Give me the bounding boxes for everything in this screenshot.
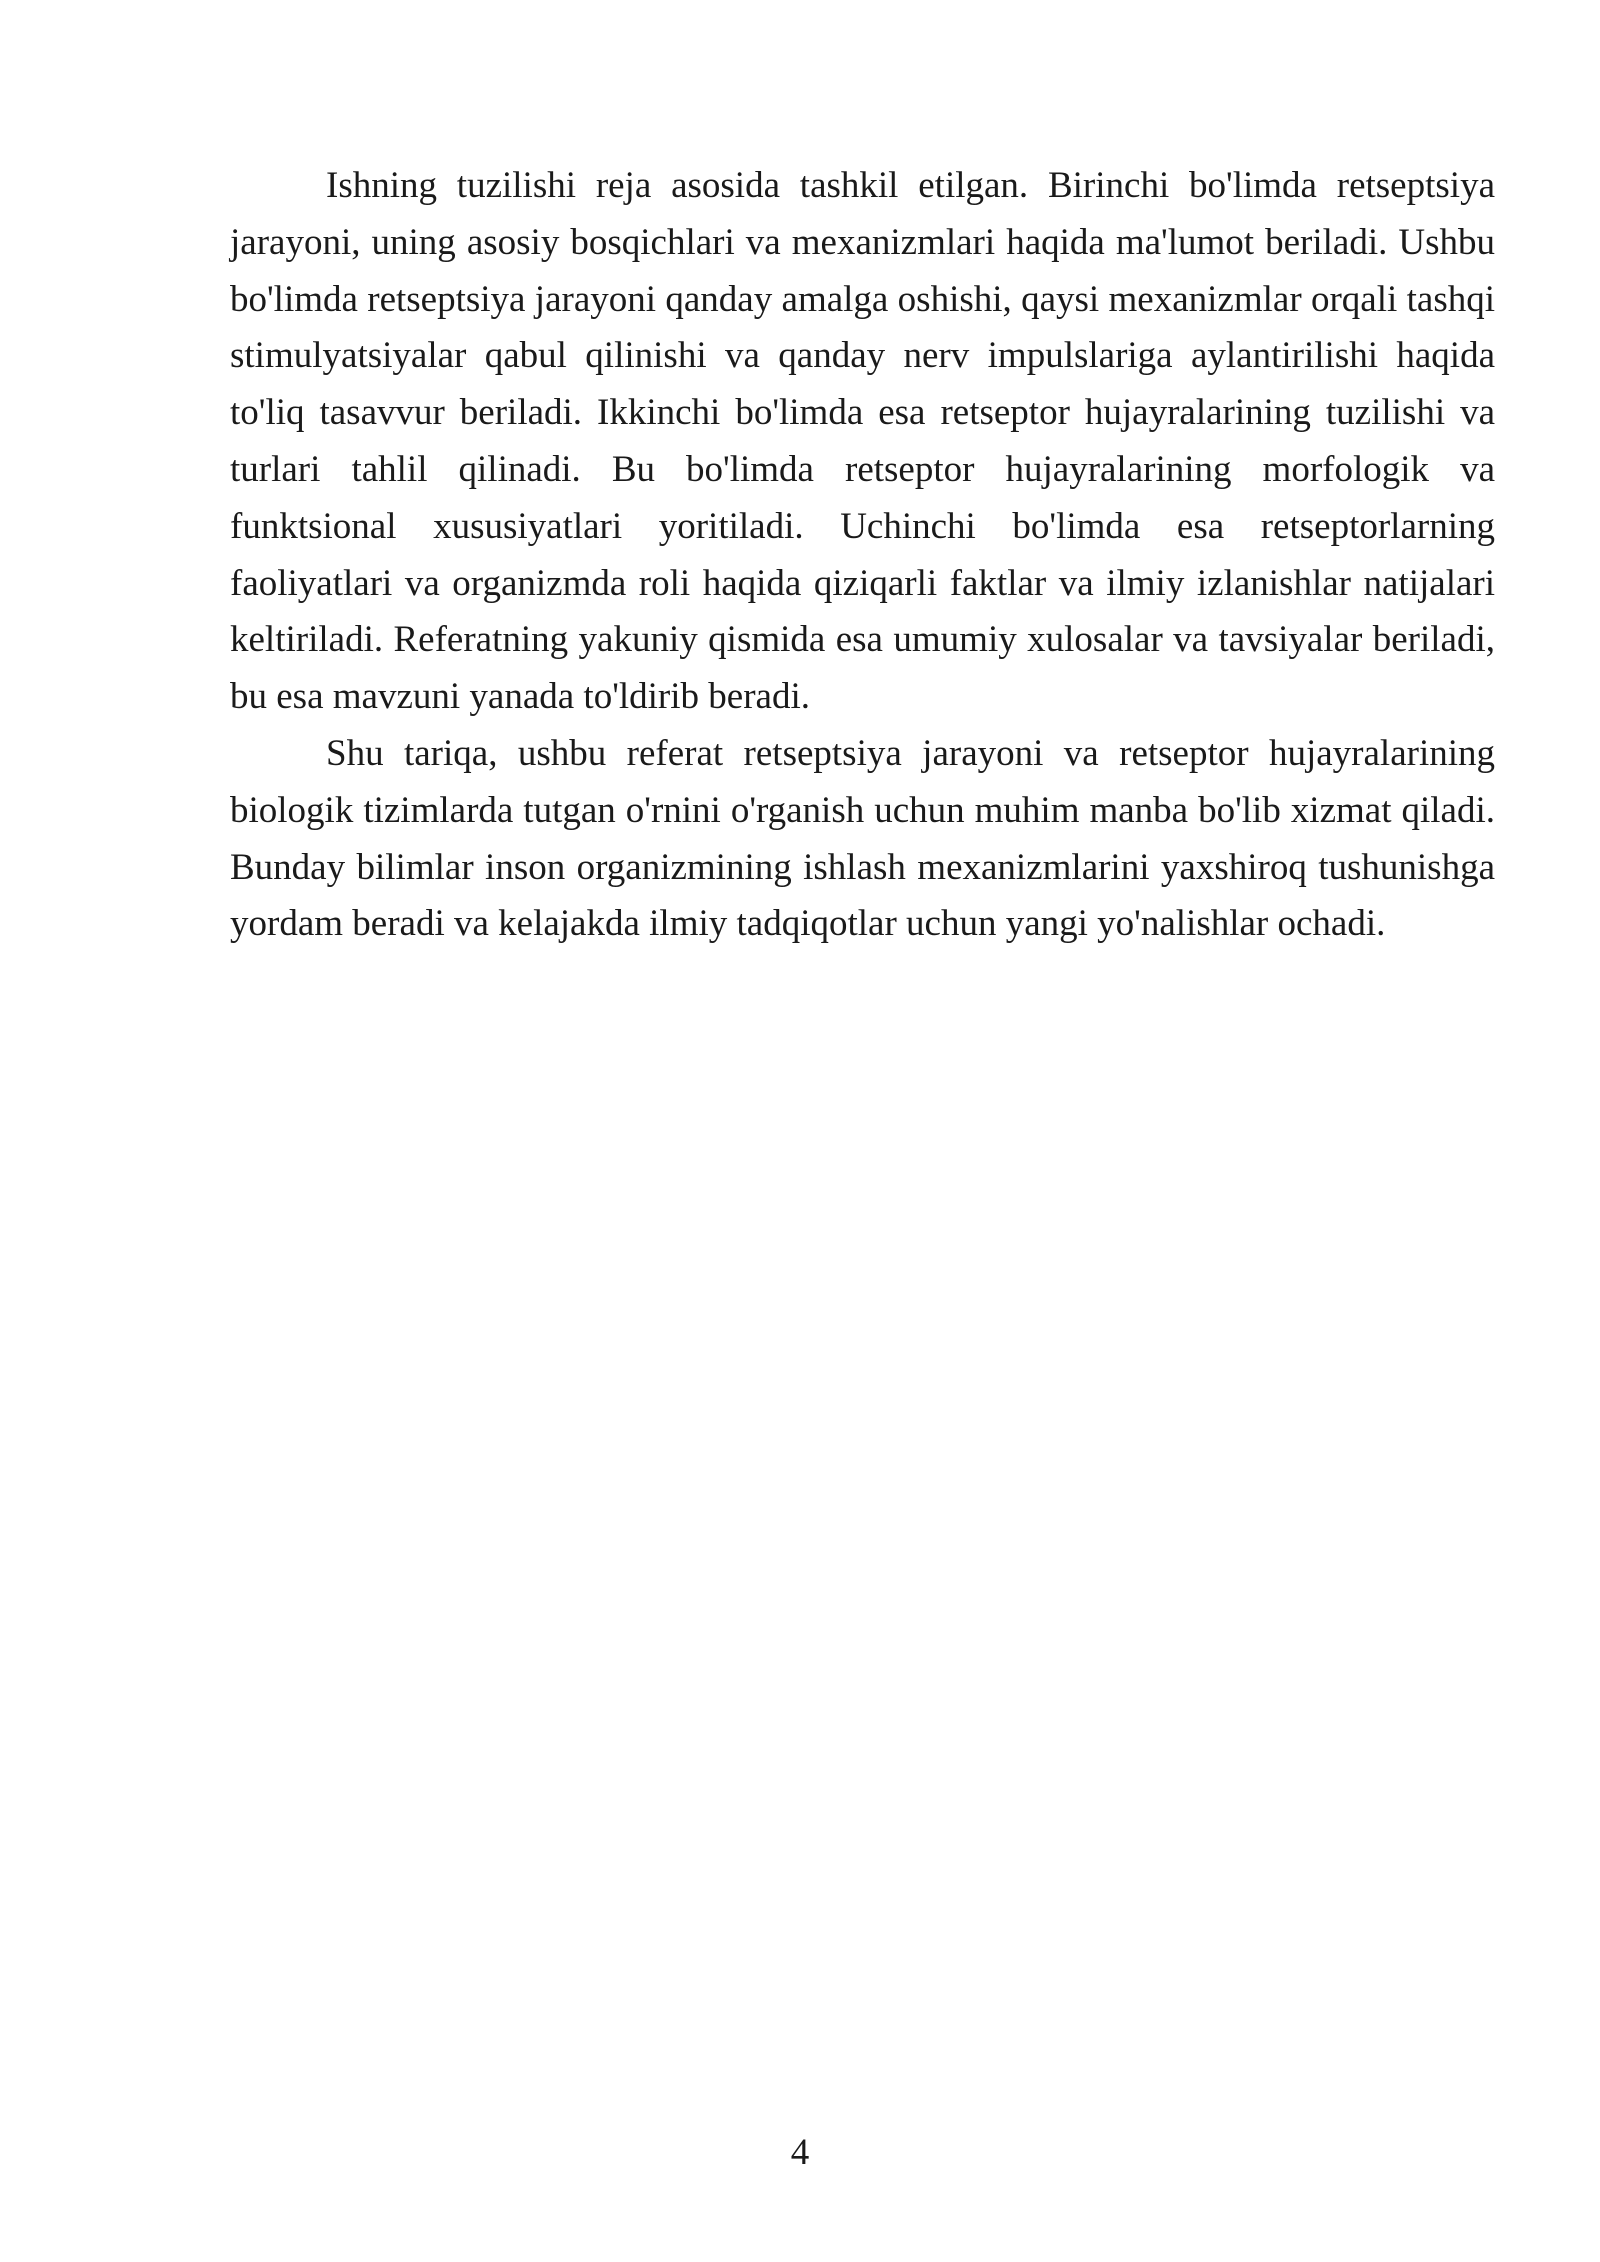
page-number: 4 <box>790 2132 810 2173</box>
paragraph-conclusion: Shu tariqa, ushbu referat retseptsiya jarayoni va retseptor hujayralarining biologik tizimlarda tutgan o'rnini o'rganish uchun muhim manba bo'lib xizmat qiladi. Bunday bilimlar inson organizmining ishlash mexanizmlarini yaxshiroq tushunishga yordam beradi va kelajakda ilmiy tadqiqotlar uchun yangi yo'nalishlar ochadi. <box>230 732 1495 945</box>
body-text <box>230 158 1495 953</box>
paragraph-structure: Ishning tuzilishi reja asosida tashkil etilgan. Birinchi bo'limda retseptsiya jarayoni, uning asosiy bosqichlari va mexanizmlari haqida ma'lumot beriladi. Ushbu bo'limda retseptsiya jarayoni qanday amalga oshishi, qaysi mexanizmlar orqali tashqi stimulyatsiyalar qabul qilinishi va qanday nerv impulslariga aylantirilishi haqida to'liq tasavvur beriladi. Ikkinchi bo'limda esa retseptor hujayralarining tuzilishi va turlari tahlil qilinadi. Bu bo'limda retseptor hujayralarining morfologik va funktsional xususiyatlari yoritiladi. Uchinchi bo'limda esa retseptorlarning faoliyatlari va organizmda roli haqida qiziqarli faktlar va ilmiy izlanishlar natijalari keltiriladi. Referatning yakuniy qismida esa umumiy xulosalar va tavsiyalar beriladi, bu esa mavzuni yanada to'ldirib beradi. <box>230 165 1495 718</box>
